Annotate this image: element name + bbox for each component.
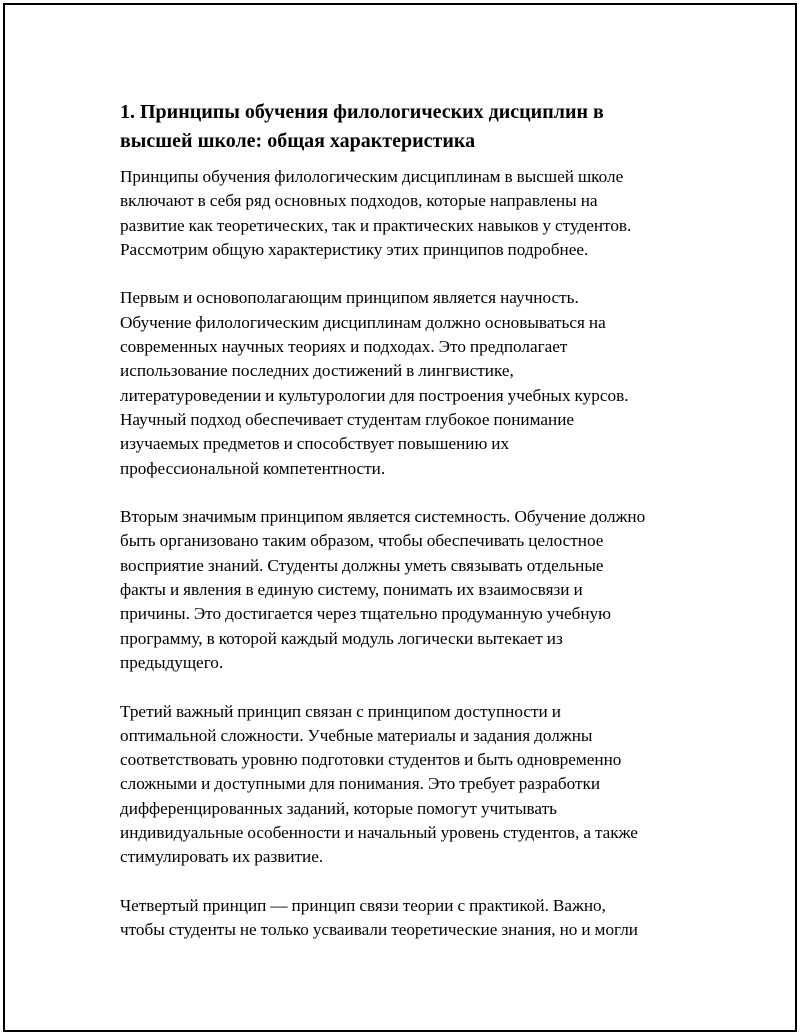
text-line: стимулировать их развитие. <box>120 847 324 867</box>
text-line: причины. Это достигается через тщательно продуманную учебную <box>120 604 611 624</box>
text-line: включают в себя ряд основных подходов, которые направлены на <box>120 191 598 211</box>
paragraph-scientific <box>120 286 692 480</box>
text-line: Обучение филологическим дисциплинам должно основываться на <box>120 312 606 332</box>
text-line: Научный подход обеспечивает студентам глубокое понимание <box>120 409 575 429</box>
text-line: предыдущего. <box>120 652 224 672</box>
text-line: сложными и доступными для понимания. Это требует разработки <box>120 774 601 794</box>
text-line: Рассмотрим общую характеристику этих принципов подробнее. <box>120 239 589 259</box>
paragraph-accessibility <box>120 700 692 870</box>
section-heading <box>120 98 692 156</box>
text-line: дифференцированных заданий, которые помогут учитывать <box>120 798 557 818</box>
text-line: изучаемых предметов и способствует повышению их <box>120 434 510 454</box>
paragraph-intro <box>120 165 692 262</box>
heading-line: 1. Принципы обучения филологических дисциплин в <box>120 101 604 123</box>
text-line: факты и явления в единую систему, понимать их взаимосвязи и <box>120 580 583 600</box>
paragraph-theory-practice <box>120 894 692 943</box>
text-line: Первым и основополагающим принципом является научность. <box>120 288 579 308</box>
text-line: развитие как теоретических, так и практических навыков у студентов. <box>120 215 632 235</box>
document-page <box>3 3 797 1032</box>
paragraph-systematic <box>120 505 692 675</box>
text-line: чтобы студенты не только усваивали теоретические знания, но и могли <box>120 920 638 940</box>
text-line: современных научных теориях и подходах. Это предполагает <box>120 337 568 357</box>
text-line: использование последних достижений в лингвистике, <box>120 361 514 381</box>
heading-line: высшей школе: общая характеристика <box>120 130 476 152</box>
text-line: литературоведении и культурологии для построения учебных курсов. <box>120 385 629 405</box>
text-line: Четвертый принцип — принцип связи теории с практикой. Важно, <box>120 895 606 915</box>
text-line: Вторым значимым принципом является системность. Обучение должно <box>120 507 646 527</box>
text-line: профессиональной компетентности. <box>120 458 386 478</box>
document-content <box>120 98 692 967</box>
text-line: оптимальной сложности. Учебные материалы и задания должны <box>120 725 593 745</box>
text-line: восприятие знаний. Студенты должны уметь связывать отдельные <box>120 555 604 575</box>
text-line: Третий важный принцип связан с принципом доступности и <box>120 701 561 721</box>
text-line: программу, в которой каждый модуль логически вытекает из <box>120 628 563 648</box>
text-line: соответствовать уровню подготовки студентов и быть одновременно <box>120 750 622 770</box>
text-line: быть организовано таким образом, чтобы обеспечивать целостное <box>120 531 604 551</box>
text-line: индивидуальные особенности и начальный уровень студентов, а также <box>120 823 638 843</box>
text-line: Принципы обучения филологическим дисциплинам в высшей школе <box>120 167 624 186</box>
